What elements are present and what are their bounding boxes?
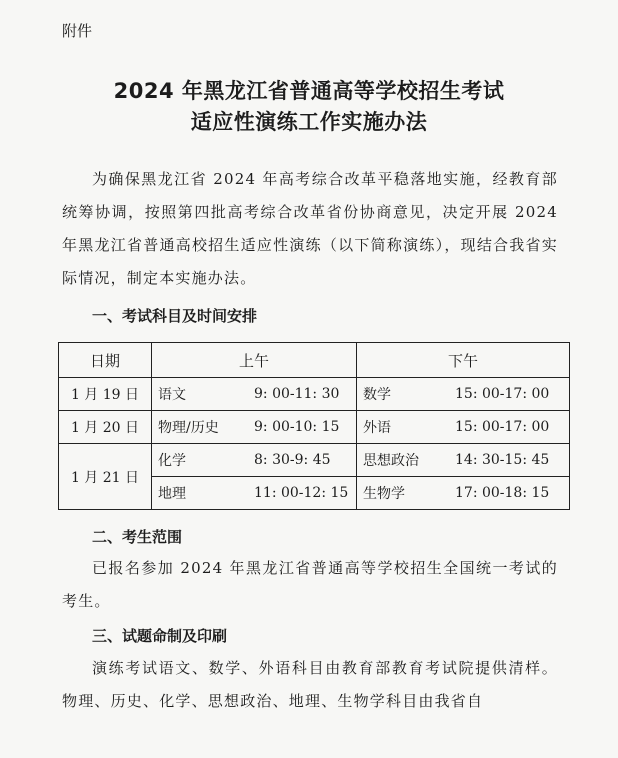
pm-subject-cell: 思想政治 (357, 444, 450, 477)
header-date: 日期 (59, 343, 152, 378)
date-cell: 1 月 21 日 (59, 444, 152, 510)
date-cell: 1 月 20 日 (59, 411, 152, 444)
am-subject-cell: 化学 (152, 444, 249, 477)
header-afternoon: 下午 (357, 343, 570, 378)
am-subject-cell: 语文 (152, 378, 249, 411)
pm-time-cell: 14: 30-15: 45 (449, 444, 570, 477)
pm-time-cell: 17: 00-18: 15 (449, 477, 570, 510)
intro-paragraph: 为确保黑龙江省 2024 年高考综合改革平稳落地实施，经教育部统筹协调，按照第四批高考综合改革省份协商意见，决定开展 2024 年黑龙江省普通高校招生适应性演练（以下简称演练），现结合我省实际情况，制定本实施办法。 (62, 170, 558, 287)
am-subject-cell: 物理/历史 (152, 411, 249, 444)
table-row (59, 378, 570, 411)
table-header-row (59, 343, 570, 378)
date-cell: 1 月 19 日 (59, 378, 152, 411)
am-time-cell: 9: 00-11: 30 (248, 378, 357, 411)
pm-subject-cell: 生物学 (357, 477, 450, 510)
pm-subject-cell: 数学 (357, 378, 450, 411)
pm-time-cell: 15: 00-17: 00 (449, 378, 570, 411)
attachment-label: 附件 (62, 22, 93, 40)
section2-heading: 二、考生范围 (92, 528, 183, 546)
section3-body: 演练考试语文、数学、外语科目由教育部教育考试院提供清样。物理、历史、化学、思想政治、地理、生物学科目由我省自 (62, 659, 558, 710)
document-title-line2: 适应性演练工作实施办法 (190, 110, 428, 134)
schedule-table (58, 342, 570, 510)
document-title-line1: 2024 年黑龙江省普通高等学校招生考试 (113, 79, 505, 103)
section2-body: 已报名参加 2024 年黑龙江省普通高等学校招生全国统一考试的考生。 (62, 559, 558, 610)
am-subject-cell: 地理 (152, 477, 249, 510)
am-time-cell: 9: 00-10: 15 (248, 411, 357, 444)
table-row (59, 411, 570, 444)
section3-heading: 三、试题命制及印刷 (92, 627, 228, 645)
am-time-cell: 11: 00-12: 15 (248, 477, 357, 510)
header-morning: 上午 (152, 343, 357, 378)
pm-subject-cell: 外语 (357, 411, 450, 444)
am-time-cell: 8: 30-9: 45 (248, 444, 357, 477)
section1-heading: 一、考试科目及时间安排 (92, 307, 258, 325)
pm-time-cell: 15: 00-17: 00 (449, 411, 570, 444)
table-row (59, 444, 570, 477)
